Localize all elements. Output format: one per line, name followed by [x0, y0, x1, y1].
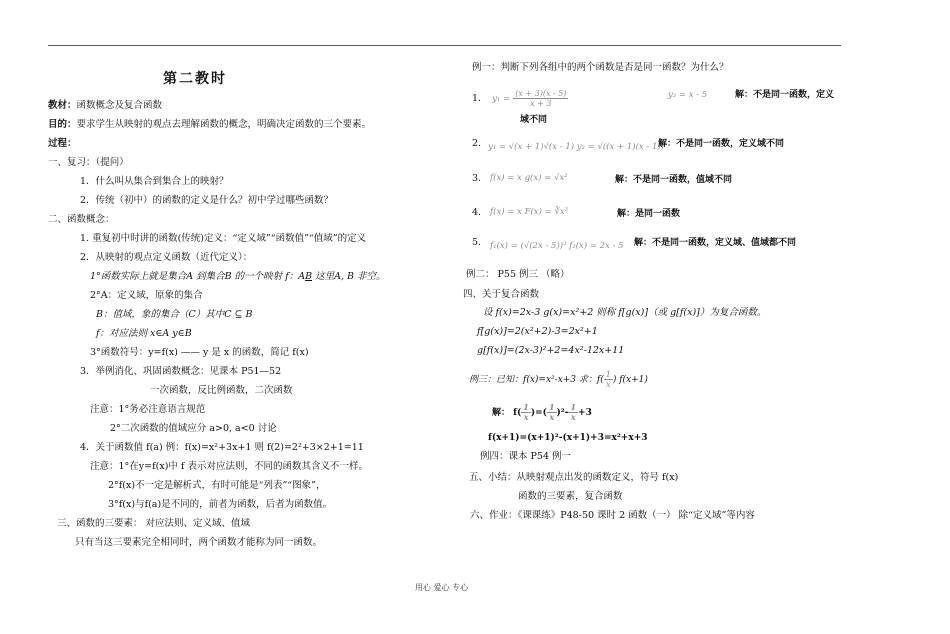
example-3: 例三：已知：f(x)=x²-x+3 求：f( $\frac{1}{x}$ ) f(x+1): [469, 370, 648, 389]
note-1: 注意：1°务必注意语言规范: [90, 404, 206, 415]
example-1-item-1-g: y₂ = x - 5: [668, 90, 708, 100]
composite-gf: g[f(x)]=(2x-3)²+2=4x²-12x+11: [477, 345, 625, 356]
section-review: 一、复习：（提问）: [48, 157, 129, 168]
section-function-concept: 二、函数概念：: [48, 214, 115, 225]
example-1-item-2-no: 2.: [472, 138, 482, 149]
page-footer: 用心 爱心 专心: [415, 583, 469, 592]
three-elements-conclusion: 只有当这三要素完全相同时，两个函数才能称为同一函数。: [75, 537, 323, 548]
definition-1: 1°函数实际上就是集合A 到集合B 的一个映射 f：AB 这里A, B 非空。: [90, 271, 386, 282]
definition-5: 3°函数符号：y=f(x) —— y 是 x 的函数，简记 f(x): [90, 347, 309, 358]
definition-4: f：对应法则 x∈A y∈B: [96, 328, 192, 339]
example-1-item-3-no: 3.: [472, 173, 482, 184]
note-2: 2°二次函数的值域应分 a>0, a<0 讨论: [110, 423, 277, 434]
fraction: $\frac{(x + 3)(x - 5)}{x + 3}$: [515, 89, 567, 108]
example-1-item-5-answer: 解：不是同一函数，定义域、值域都不同: [634, 238, 797, 248]
concept-item-4: 4．关于函数值 f(a) 例：f(x)=x²+3x+1 则 f(2)=2²+3×2+1=11: [80, 442, 364, 453]
example-2: 例二： P55 例三 （略）: [466, 269, 570, 280]
goal-line: 目的：要求学生从映射的观点去理解函数的概念，明确决定函数的三个要素。: [48, 119, 372, 130]
example-1-item-2-answer: 解：不是同一函数，定义域不同: [658, 139, 785, 149]
note-4-3: 3°f(x)与f(a)是不同的，前者为函数，后者为函数值。: [108, 499, 333, 510]
example-1-item-4-answer: 解：是同一函数: [617, 209, 681, 219]
composite-fg: f[g(x)]=2(x²+2)-3=2x²+1: [477, 326, 598, 337]
example-3-solution-1: 解： f( $\frac{1}{x}$ )=( $\frac{1}{x}$ )²- $\frac{1}{x}$ +3: [492, 402, 592, 422]
example-1-item-5-no: 5.: [472, 237, 482, 248]
section-composite: 四、关于复合函数: [463, 289, 540, 300]
review-q2: 2．传统（初中）的函数的定义是什么？初中学过哪些函数？: [80, 195, 334, 206]
definition-2: 2°A：定义域，原象的集合: [90, 290, 203, 301]
example-1-item-1: 1. y₁ = $\frac{(x + 3)(x - 5)}{x + 3}$: [472, 89, 567, 108]
review-q1: 1．什么叫从集合到集合上的映射？: [80, 176, 229, 187]
example-1-item-4-no: 4.: [472, 207, 482, 218]
page-title: 第二教时: [163, 71, 227, 87]
concept-item-1: 1. 重复初中时讲的函数(传统)定义：“定义域”“函数值”“值域”的定义: [80, 233, 367, 244]
section-three-elements: 三、函数的三要素： 对应法则、定义域、值域: [57, 518, 251, 529]
concept-item-3-examples: 一次函数，反比例函数，二次函数: [150, 385, 293, 396]
example-1-item-3-answer: 解：不是同一函数，值域不同: [615, 175, 733, 185]
composite-definition: 设 f(x)=2x-3 g(x)=x²+2 则称 f[g(x)]（或 g[f(x)]）为复合函数。: [483, 307, 767, 318]
example-1-item-3-formula: f(x) = x g(x) = √x²: [490, 173, 568, 183]
example-1-item-4-formula: f(x) = x F(x) = ∛x³: [490, 207, 569, 217]
concept-item-2: 2．从映射的观点定义函数（近代定义）：: [80, 252, 253, 263]
example-1-heading: 例一：判断下列各组中的两个函数是否是同一函数？为什么？: [472, 62, 729, 73]
concept-item-3: 3．举例消化、巩固函数概念：见课本 P51—52: [80, 366, 282, 377]
material-line: 教材：函数概念及复合函数: [48, 100, 163, 111]
example-1-item-2-formula: y₁ = √(x + 1)√(x - 1) y₂ = √((x + 1)(x - 1)): [488, 142, 664, 152]
example-1-item-5-formula: f₁(x) = (√(2x - 5))² f₂(x) = 2x - 5: [490, 241, 624, 251]
process-label: 过程：: [48, 138, 77, 149]
example-1-item-1-answer: 解：不是同一函数，定义: [735, 90, 835, 100]
note-4-2: 2°f(x)不一定是解析式，有时可能是“列表”“图象”，: [108, 480, 326, 491]
example-1-item-1-answer-cont: 域不同: [520, 115, 548, 125]
header-rule: [48, 45, 841, 46]
summary-cont: 函数的三要素，复合函数: [518, 491, 623, 502]
section-summary: 五、小结：从映射观点出发的函数定义，符号 f(x): [469, 472, 679, 483]
example-3-solution-2: f(x+1)=(x+1)²-(x+1)+3=x²+x+3: [488, 433, 648, 443]
note-4-1: 注意：1°在y=f(x)中 f 表示对应法则，不同的函数其含义不一样。: [90, 461, 368, 472]
example-4: 例四：课本 P54 例一: [480, 451, 572, 462]
section-homework: 六、作业：《课课练》P48-50 课时 2 函数（一） 除“定义域”等内容: [470, 510, 755, 521]
definition-3: B：值域，象的集合（C）其中C ⊆ B: [96, 309, 253, 320]
